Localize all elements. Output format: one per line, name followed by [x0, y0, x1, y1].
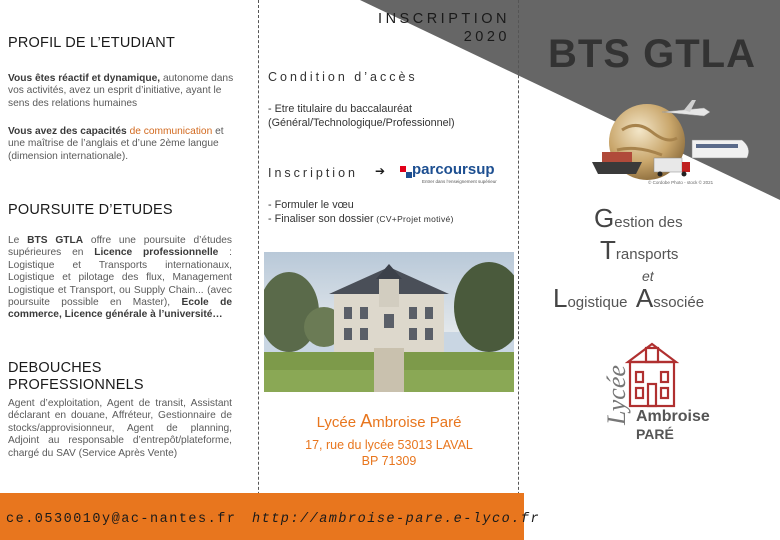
bts-title: BTS GTLA: [548, 32, 756, 76]
arrow-right-icon: ➔: [375, 164, 386, 178]
footer-url[interactable]: http://ambroise-pare.e-lyco.fr: [252, 512, 541, 527]
gtla-transports: Transports: [600, 235, 679, 265]
profile-paragraph-1: Vous êtes réactif et dynamique, autonome dans vos activités, avez un esprit d’initiative, ayant le sens des relations humaines: [8, 73, 234, 109]
lycee-address: 17, rue du lycée 53013 LAVAL BP 71309: [305, 438, 473, 468]
condition-title: Condition d’accès: [268, 70, 418, 84]
school-photo: [264, 252, 514, 392]
gtla-et: et: [642, 268, 654, 284]
column-divider-right: [518, 0, 519, 540]
parcoursup-logo: parcoursup Entrer dans l’enseignement supérieur: [398, 160, 513, 188]
lycee-name: Lycée Ambroise Paré: [316, 411, 462, 431]
column-divider-left: [258, 0, 259, 540]
logo-ambroise-text: Ambroise: [636, 408, 710, 425]
profile-paragraph-2: Vous avez des capacités de communication et une maîtrise de l’anglais et d’une 2ème langue (dimension internationale).: [8, 126, 224, 162]
gtla-logistique-associee: Logistique Associée: [553, 283, 705, 313]
lycee-logo: [590, 340, 720, 450]
condition-text: - Etre titulaire du baccalauréat (Général/Technologique/Professionnel): [268, 103, 455, 129]
debouches-paragraph: Agent d’exploitation, Agent de transit, Assistant déclarant en douane, Affréteur, Gestionnaire de stocks/approvisionneur, Agent de planning, Adjoint au responsable d’entrepôt/plateforme, chargé du SAV (Service Après Vente): [8, 398, 232, 459]
logo-lycee-text: Lycée: [602, 365, 631, 425]
gtla-gestion: Gestion des: [594, 203, 683, 233]
inscription-title: Inscription: [268, 166, 358, 180]
logo-pare-text: PARÉ: [636, 426, 674, 442]
photo-credit: © Cordobe Photo - stock © 2021: [648, 180, 714, 185]
footer-email[interactable]: ce.0530010y@ac-nantes.fr: [6, 512, 237, 527]
inscription-year-title: INSCRIPTION 2020: [378, 11, 510, 45]
inscription-steps: - Formuler le vœu - Finaliser son dossier (CV+Projet motivé): [268, 199, 454, 225]
transport-globe-image: [592, 100, 752, 182]
profile-title: PROFIL DE L’ETUDIANT: [8, 35, 176, 51]
poursuite-paragraph: Le BTS GTLA offre une poursuite d’études supérieures en Licence professionnelle : Logistique et Transports internationaux, Logistique et pilotage des flux, Management Logistique et Transport, ou Supply Chain... (avec poursuite possible en Master), Ecole de commerce, Licence générale à l’université…: [8, 235, 232, 321]
poursuite-title: POURSUITE D’ETUDES: [8, 202, 173, 218]
debouches-title: DEBOUCHES PROFESSIONNELS: [8, 360, 144, 393]
